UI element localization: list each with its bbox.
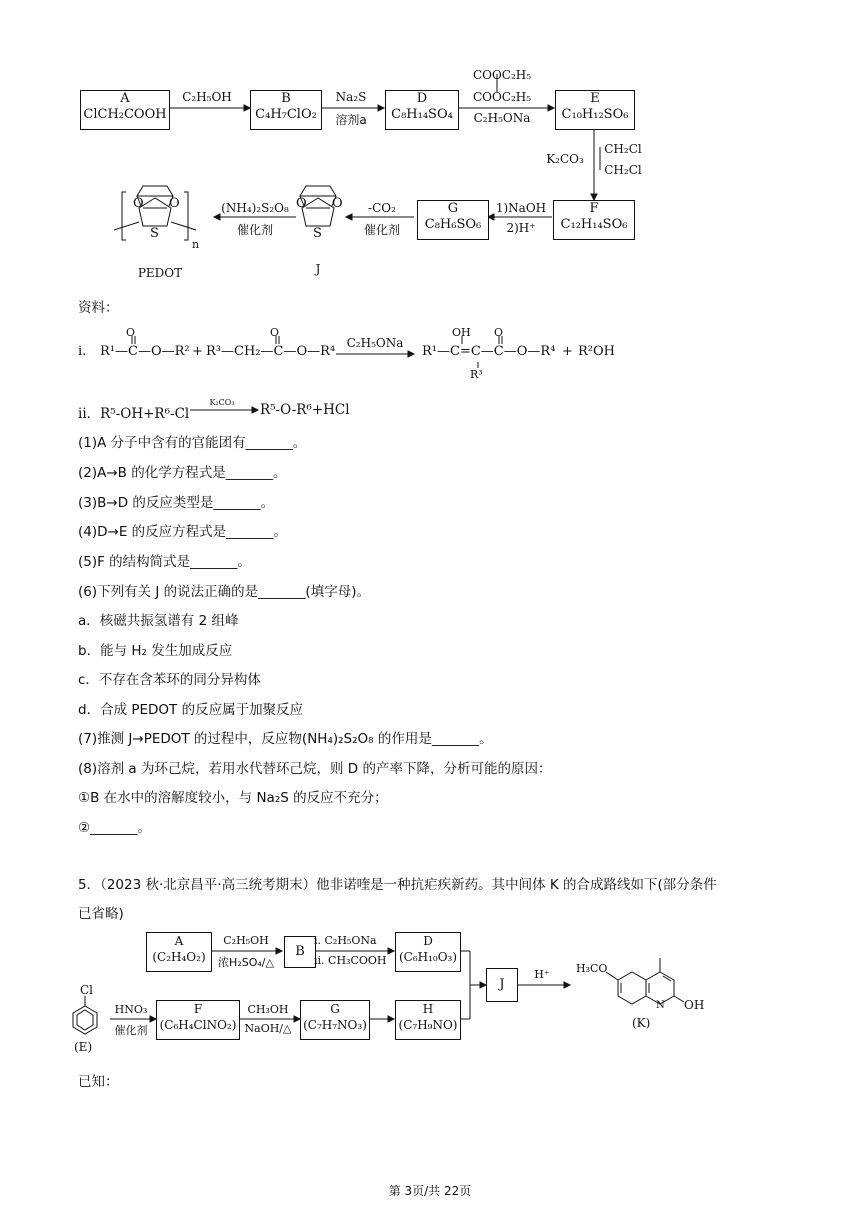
scheme1-box-E xyxy=(555,90,635,130)
rule-i-condition: C₂H₅ONa xyxy=(346,336,404,350)
scheme1-box-B xyxy=(250,90,322,130)
box-E-name: E xyxy=(590,91,600,106)
rule-ii-condition: K₂CO₃ xyxy=(209,398,235,407)
scheme2-box-J: J xyxy=(486,968,518,1002)
s2-arrow-FG-top: CH₃OH xyxy=(247,1003,289,1016)
question-1: (1)A 分子中含有的官能团有_______。 xyxy=(78,435,307,451)
rule-i-prefix: i. xyxy=(78,344,87,359)
pedot-o-right: O xyxy=(169,196,180,211)
arrow-EF-right1: CH₂Cl xyxy=(604,142,642,156)
scheme1-box-D xyxy=(385,90,459,130)
s2-arrow-BD-top: i. C₂H₅ONa xyxy=(314,934,377,947)
s2-box-G-formula: (C₇H₇NO₃) xyxy=(303,1018,367,1032)
pedot-n-subscript: n xyxy=(192,238,200,251)
box-A-name: A xyxy=(120,91,130,106)
rule-i-product2: R²OH xyxy=(578,344,615,359)
s2-label-K: (K) xyxy=(632,1016,651,1030)
s2-arrow-AB-bottom: 浓H₂SO₄/△ xyxy=(218,956,274,969)
box-B-name: B xyxy=(281,91,291,106)
arrow-BD-top: Na₂S xyxy=(335,90,367,104)
rule-i-plus2: + xyxy=(562,344,573,359)
option-b: b．能与 H₂ 发生加成反应 xyxy=(78,643,233,659)
scheme2-box-G xyxy=(300,1000,370,1040)
rule-i-product1: R¹—C=C—C—O—R⁴ xyxy=(422,344,556,359)
rule-i-r3: R³ xyxy=(470,368,483,381)
k-methoxy: H₃CO xyxy=(576,962,608,975)
arrow-AB-label: C₂H₅OH xyxy=(182,90,232,104)
rule-i-o3: O xyxy=(494,326,504,339)
arrow-FG-top: 1)NaOH xyxy=(495,201,547,215)
box-G-formula: C₈H₆SO₆ xyxy=(424,217,482,232)
j-o-left: O xyxy=(296,196,307,211)
arrow-GJ-bottom: 催化剂 xyxy=(363,223,400,237)
s2-label-Cl: Cl xyxy=(80,983,94,997)
scheme2-box-A xyxy=(146,932,212,972)
question-7: (7)推测 J→PEDOT 的过程中，反应物(NH₄)₂S₂O₈ 的作用是_______。 xyxy=(78,731,493,747)
question-4: (4)D→E 的反应方程式是_______。 xyxy=(78,524,287,540)
k-n: N xyxy=(656,1000,665,1011)
s2-box-A-formula: (C₂H₄O₂) xyxy=(152,950,206,964)
s2-box-A-name: A xyxy=(174,934,184,948)
reason-1: ①B 在水中的溶解度较小，与 Na₂S 的反应不充分； xyxy=(78,790,388,806)
option-c: c．不存在含苯环的同分异构体 xyxy=(78,672,261,688)
scheme1-box-F xyxy=(553,200,635,240)
pedot-s: S xyxy=(150,226,159,241)
box-B-formula: C₄H₇ClO₂ xyxy=(255,107,317,122)
scheme2-box-D xyxy=(395,932,461,972)
arrow-DE-bottom: C₂H₅ONa xyxy=(473,111,531,125)
rule-i-o1: O xyxy=(126,326,136,339)
arrow-BD-bottom: 溶剂a xyxy=(335,113,367,127)
s2-box-G-name: G xyxy=(330,1002,340,1016)
rule-i-reactant1: R¹—C—O—R² xyxy=(100,344,190,359)
s2-arrow-EF-top: HNO₃ xyxy=(114,1003,148,1016)
arrow-DE-top1: COOC₂H₅ xyxy=(472,68,532,82)
s2-arrow-BD-bottom: ii. CH₃COOH xyxy=(314,954,387,967)
rule-i-oh: OH xyxy=(452,326,471,339)
arrow-GJ-top: -CO₂ xyxy=(368,201,396,215)
s2-label-E: (E) xyxy=(74,1040,93,1054)
rule-ii-left: ii．R⁵-OH+R⁶-Cl xyxy=(78,406,190,422)
scheme2-box-H xyxy=(395,1000,461,1040)
rule-i-reactant2: R³—CH₂—C—O—R⁴ xyxy=(206,344,336,359)
box-D-name: D xyxy=(416,91,428,106)
arrow-J-PEDOT-top: (NH₄)₂S₂O₈ xyxy=(221,201,289,215)
s2-arrow-FG-bottom: NaOH/△ xyxy=(244,1022,292,1035)
s2-box-H-formula: (C₇H₉NO) xyxy=(398,1018,458,1032)
s2-box-F-name: F xyxy=(193,1002,203,1016)
arrow-DE-top2: COOC₂H₅ xyxy=(472,90,532,104)
s2-box-D-name: D xyxy=(423,934,433,948)
problem5-line1: 5．（2023 秋·北京昌平·高三统考期末）他非诺喹是一种抗疟疾新药。其中间体 K 的合成路线如下(部分条件 xyxy=(78,877,717,893)
arrow-J-PEDOT-bottom: 催化剂 xyxy=(236,223,273,237)
rule-ii-right: R⁵-O-R⁶+HCl xyxy=(260,402,350,418)
j-o-right: O xyxy=(332,196,343,211)
box-F-name: F xyxy=(589,201,599,216)
box-F-formula: C₁₂H₁₄SO₆ xyxy=(560,217,628,232)
arrow-FG-bottom: 2)H⁺ xyxy=(506,221,536,235)
box-G-name: G xyxy=(447,201,459,216)
reason-2: ②_______。 xyxy=(78,820,151,836)
resources-title: 资料： xyxy=(78,300,119,316)
scheme1-box-G xyxy=(417,200,489,240)
label-PEDOT: PEDOT xyxy=(137,266,183,280)
known-label: 已知： xyxy=(78,1074,119,1090)
rule-i-o2: O xyxy=(270,326,280,339)
scheme2-box-B: B xyxy=(284,936,316,968)
label-J: J xyxy=(315,262,321,276)
s2-box-H-name: H xyxy=(422,1002,434,1016)
problem5-line2: 已省略) xyxy=(78,906,124,922)
k-oh: OH xyxy=(684,998,705,1012)
question-8: (8)溶剂 a 为环己烷，若用水代替环己烷，则 D 的产率下降，分析可能的原因： xyxy=(78,761,552,777)
scheme1-box-A xyxy=(80,90,170,130)
arrow-EF-left: K₂CO₃ xyxy=(546,152,584,166)
box-E-formula: C₁₀H₁₂SO₆ xyxy=(561,107,629,122)
s2-arrow-JK-top: H⁺ xyxy=(534,968,550,981)
page-footer: 第 3页/共 22页 xyxy=(388,1184,472,1198)
scheme2-box-F xyxy=(156,1000,240,1040)
s2-box-F-formula: (C₆H₄ClNO₂) xyxy=(159,1018,237,1032)
box-D-formula: C₈H₁₄SO₄ xyxy=(391,107,453,122)
option-d: d．合成 PEDOT 的反应属于加聚反应 xyxy=(78,702,304,718)
question-6: (6)下列有关 J 的说法正确的是_______(填字母)。 xyxy=(78,584,370,600)
option-a: a．核磁共振氢谱有 2 组峰 xyxy=(78,613,239,629)
question-2: (2)A→B 的化学方程式是_______。 xyxy=(78,465,287,481)
pedot-o-left: O xyxy=(133,196,144,211)
s2-box-D-formula: (C₆H₁₀O₃) xyxy=(398,950,458,964)
question-5: (5)F 的结构简式是_______。 xyxy=(78,554,251,570)
box-A-formula: ClCH₂COOH xyxy=(83,107,167,122)
arrow-EF-right2: CH₂Cl xyxy=(604,163,642,177)
rule-i-plus1: + xyxy=(192,344,203,359)
question-3: (3)B→D 的反应类型是_______。 xyxy=(78,495,275,511)
j-s: S xyxy=(313,226,322,241)
s2-arrow-EF-bottom: 催化剂 xyxy=(114,1024,148,1037)
s2-arrow-AB-top: C₂H₅OH xyxy=(223,934,269,947)
